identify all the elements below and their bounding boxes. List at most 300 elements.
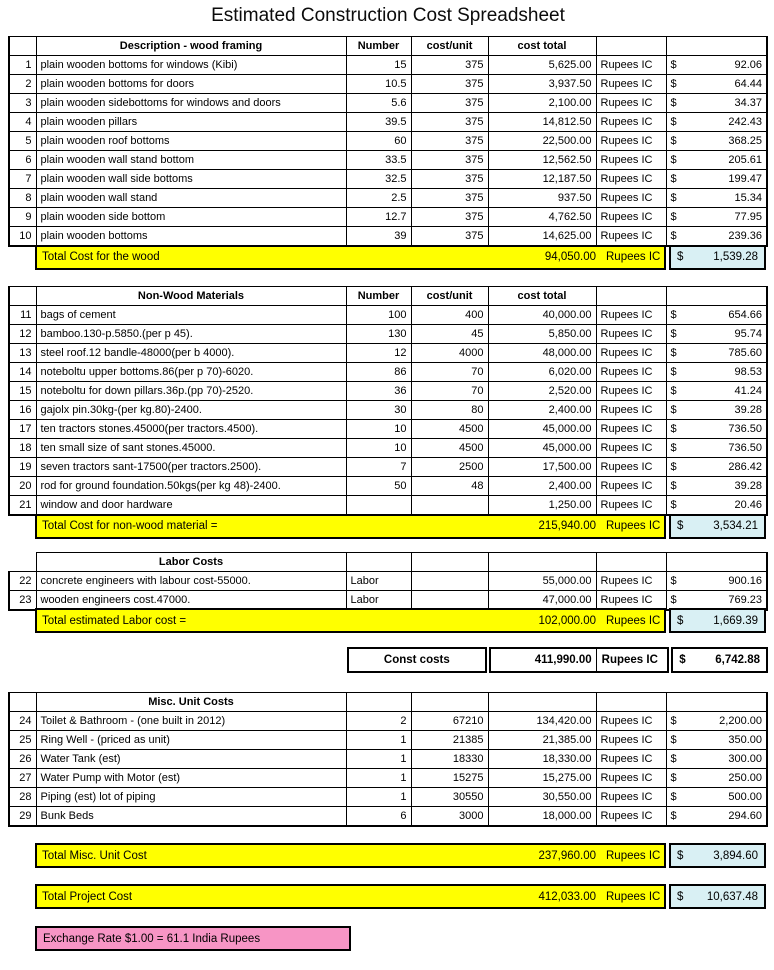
dollar-sign: $ xyxy=(670,327,677,340)
labor-costs-section xyxy=(8,552,768,634)
cost-total-cell: 40,000.00 xyxy=(488,305,596,324)
usd-cell-content xyxy=(671,151,763,169)
description-cell: gajolx pin.30kg-(per kg.80)-2400. xyxy=(36,400,346,419)
cost-total-cell: 3,937.50 xyxy=(488,75,596,94)
table-row xyxy=(9,495,767,515)
cost-unit-cell: 4500 xyxy=(411,438,488,457)
description-cell: ten small size of sant stones.45000. xyxy=(36,438,346,457)
row-number-cell: 21 xyxy=(9,495,36,515)
dollar-sign: $ xyxy=(670,192,677,204)
total-highlight xyxy=(35,608,666,633)
usd-value: 34.37 xyxy=(734,97,762,109)
dollar-sign: $ xyxy=(670,593,677,606)
const-costs-label: Const costs xyxy=(347,647,487,673)
row-number-cell: 22 xyxy=(9,571,36,590)
dollar-sign: $ xyxy=(670,734,677,747)
table-row xyxy=(9,590,767,610)
number-cell: 86 xyxy=(346,362,411,381)
cost-unit-header-cell: cost/unit xyxy=(411,286,488,305)
total-usd-value: 3,534.21 xyxy=(713,520,758,533)
usd-cell xyxy=(666,731,767,750)
cost-unit-cell: 30550 xyxy=(411,788,488,807)
description-cell: steel roof.12 bandle-48000(per b 4000). xyxy=(36,343,346,362)
dollar-sign: $ xyxy=(670,810,677,823)
usd-cell-content xyxy=(671,401,763,419)
cost-unit-cell xyxy=(411,495,488,515)
cost-unit-header-cell: cost/unit xyxy=(411,37,488,56)
usd-cell-content xyxy=(671,189,763,207)
table-row xyxy=(9,769,767,788)
cost-total-cell: 18,330.00 xyxy=(488,750,596,769)
cost-unit-cell: 375 xyxy=(411,132,488,151)
row-number-cell: 27 xyxy=(9,769,36,788)
usd-cell xyxy=(666,75,767,94)
table-row xyxy=(9,305,767,324)
usd-value: 900.16 xyxy=(728,574,762,587)
number-cell: 33.5 xyxy=(346,151,411,170)
table-row xyxy=(9,113,767,132)
cost-total-cell: 55,000.00 xyxy=(488,571,596,590)
usd-cell xyxy=(666,457,767,476)
currency-cell: Rupees IC xyxy=(596,807,666,827)
table-row xyxy=(9,457,767,476)
currency-cell: Rupees IC xyxy=(596,438,666,457)
cost-unit-cell: 70 xyxy=(411,381,488,400)
table-row xyxy=(9,731,767,750)
row-number-header-cell xyxy=(9,37,36,56)
cost-total-cell: 48,000.00 xyxy=(488,343,596,362)
currency-cell: Rupees IC xyxy=(596,731,666,750)
total-amount: 94,050.00 xyxy=(544,251,596,264)
cost-unit-cell: 375 xyxy=(411,208,488,227)
total-misc-currency: Rupees IC xyxy=(606,849,661,862)
currency-cell: Rupees IC xyxy=(596,571,666,590)
number-cell: 39.5 xyxy=(346,113,411,132)
currency-cell: Rupees IC xyxy=(596,769,666,788)
usd-cell-content xyxy=(671,170,763,188)
const-costs-usd-value: 6,742.88 xyxy=(715,654,760,667)
usd-cell-content xyxy=(671,712,763,730)
cost-unit-cell: 375 xyxy=(411,113,488,132)
number-cell: 10 xyxy=(346,419,411,438)
cost-unit-cell: 15275 xyxy=(411,769,488,788)
cost-unit-cell: 80 xyxy=(411,400,488,419)
number-cell: 30 xyxy=(346,400,411,419)
const-costs-amount: 411,990.00 xyxy=(491,649,597,671)
number-cell: 39 xyxy=(346,227,411,247)
number-cell: 1 xyxy=(346,769,411,788)
description-cell: plain wooden pillars xyxy=(36,113,346,132)
usd-cell-content xyxy=(671,439,763,457)
currency-cell: Rupees IC xyxy=(596,476,666,495)
description-cell: noteboltu for down pillars.36p.(pp 70)-2520. xyxy=(36,381,346,400)
number-cell: 100 xyxy=(346,305,411,324)
row-number-cell: 16 xyxy=(9,400,36,419)
total-label: Total Cost for the wood xyxy=(42,251,160,264)
currency-cell: Rupees IC xyxy=(596,590,666,610)
number-cell: 10 xyxy=(346,438,411,457)
const-costs-values xyxy=(489,647,670,673)
usd-cell xyxy=(666,769,767,788)
wood-framing-total-row xyxy=(35,245,768,270)
non-wood-materials-total-row xyxy=(35,514,768,539)
usd-value: 294.60 xyxy=(728,810,762,823)
currency-cell: Rupees IC xyxy=(596,712,666,731)
total-misc-label: Total Misc. Unit Cost xyxy=(42,849,147,862)
dollar-sign: $ xyxy=(670,230,677,242)
cost-total-cell: 134,420.00 xyxy=(488,712,596,731)
table-row xyxy=(9,208,767,227)
cost-unit-cell xyxy=(411,571,488,590)
row-number-cell: 6 xyxy=(9,151,36,170)
cost-unit-cell: 18330 xyxy=(411,750,488,769)
row-number-header-cell xyxy=(9,693,36,712)
row-number-cell: 11 xyxy=(9,305,36,324)
exchange-rate-note: Exchange Rate $1.00 = 61.1 India Rupees xyxy=(35,926,351,951)
description-cell: bags of cement xyxy=(36,305,346,324)
const-costs-currency: Rupees IC xyxy=(601,654,658,667)
total-usd-cell xyxy=(669,514,766,539)
page-title: Estimated Construction Cost Spreadsheet xyxy=(211,5,565,26)
currency-cell: Rupees IC xyxy=(596,113,666,132)
usd-value: 500.00 xyxy=(728,791,762,804)
total-misc-highlight xyxy=(35,843,666,868)
dollar-sign: $ xyxy=(670,346,677,359)
cost-total-header-cell: cost total xyxy=(488,286,596,305)
total-project-amount: 412,033.00 xyxy=(538,890,596,903)
cost-total-cell: 21,385.00 xyxy=(488,731,596,750)
header-row xyxy=(9,286,767,305)
cost-total-cell: 2,400.00 xyxy=(488,476,596,495)
total-usd-value: 1,669.39 xyxy=(713,614,758,627)
row-number-cell: 18 xyxy=(9,438,36,457)
number-cell: 15 xyxy=(346,56,411,75)
cost-unit-cell: 45 xyxy=(411,324,488,343)
cost-total-cell: 1,250.00 xyxy=(488,495,596,515)
total-misc-usd-cell xyxy=(669,843,766,868)
total-usd-cell xyxy=(669,245,766,270)
usd-cell-content xyxy=(671,56,763,74)
usd-value: 98.53 xyxy=(734,365,762,378)
row-number-cell: 1 xyxy=(9,56,36,75)
description-cell: ten tractors stones.45000(per tractors.4500). xyxy=(36,419,346,438)
total-currency: Rupees IC xyxy=(606,251,661,264)
currency-cell: Rupees IC xyxy=(596,495,666,515)
usd-cell xyxy=(666,590,767,610)
number-header-cell xyxy=(346,693,411,712)
row-number-cell: 26 xyxy=(9,750,36,769)
currency-header-cell xyxy=(596,37,666,56)
description-cell: concrete engineers with labour cost-55000. xyxy=(36,571,346,590)
total-project-currency: Rupees IC xyxy=(606,890,661,903)
table-row xyxy=(9,750,767,769)
dollar-sign: $ xyxy=(670,403,677,416)
usd-header-cell xyxy=(666,693,767,712)
dollar-sign: $ xyxy=(670,384,677,397)
row-number-header-cell xyxy=(9,552,36,571)
number-cell: 2.5 xyxy=(346,189,411,208)
usd-value: 654.66 xyxy=(728,308,762,321)
usd-cell xyxy=(666,189,767,208)
row-number-cell: 3 xyxy=(9,94,36,113)
cost-total-cell: 937.50 xyxy=(488,189,596,208)
usd-value: 92.06 xyxy=(734,59,762,71)
number-cell: 6 xyxy=(346,807,411,827)
currency-cell: Rupees IC xyxy=(596,381,666,400)
section-title-cell: Misc. Unit Costs xyxy=(36,693,346,712)
cost-total-cell: 14,812.50 xyxy=(488,113,596,132)
currency-cell: Rupees IC xyxy=(596,324,666,343)
usd-cell-content xyxy=(671,477,763,495)
row-number-cell: 29 xyxy=(9,807,36,827)
number-cell: 36 xyxy=(346,381,411,400)
usd-cell xyxy=(666,343,767,362)
usd-cell xyxy=(666,788,767,807)
usd-cell xyxy=(666,324,767,343)
row-number-cell: 15 xyxy=(9,381,36,400)
usd-cell xyxy=(666,495,767,515)
usd-value: 41.24 xyxy=(734,384,762,397)
dollar-sign: $ xyxy=(670,365,677,378)
currency-cell: Rupees IC xyxy=(596,208,666,227)
currency-cell: Rupees IC xyxy=(596,400,666,419)
section-title-cell: Non-Wood Materials xyxy=(36,286,346,305)
dollar-sign: $ xyxy=(670,78,677,90)
number-cell: 130 xyxy=(346,324,411,343)
non-wood-materials-section xyxy=(8,286,768,539)
cost-unit-cell: 21385 xyxy=(411,731,488,750)
description-cell: plain wooden side bottom xyxy=(36,208,346,227)
number-cell: 7 xyxy=(346,457,411,476)
cost-unit-cell: 375 xyxy=(411,56,488,75)
usd-value: 39.28 xyxy=(734,479,762,492)
cost-unit-cell: 400 xyxy=(411,305,488,324)
usd-value: 15.34 xyxy=(734,192,762,204)
table-row xyxy=(9,170,767,189)
usd-cell xyxy=(666,151,767,170)
number-cell: 60 xyxy=(346,132,411,151)
usd-cell-content xyxy=(671,306,763,324)
usd-value: 368.25 xyxy=(728,135,762,147)
description-cell: Ring Well - (priced as unit) xyxy=(36,731,346,750)
header-row xyxy=(9,693,767,712)
const-costs-row xyxy=(347,647,768,673)
description-cell: noteboltu upper bottoms.86(per p 70)-6020. xyxy=(36,362,346,381)
currency-cell: Rupees IC xyxy=(596,457,666,476)
table-row xyxy=(9,807,767,827)
cost-total-cell: 2,520.00 xyxy=(488,381,596,400)
usd-cell-content xyxy=(671,382,763,400)
usd-cell-content xyxy=(671,458,763,476)
usd-value: 2,200.00 xyxy=(719,715,762,728)
usd-value: 39.28 xyxy=(734,403,762,416)
number-cell: 50 xyxy=(346,476,411,495)
dollar-sign: $ xyxy=(670,59,677,71)
usd-value: 95.74 xyxy=(734,327,762,340)
currency-cell: Rupees IC xyxy=(596,750,666,769)
dollar-sign: $ xyxy=(677,890,684,903)
cost-unit-header-cell xyxy=(411,552,488,571)
usd-value: 736.50 xyxy=(728,441,762,454)
table-row xyxy=(9,712,767,731)
row-number-header-cell xyxy=(9,286,36,305)
dollar-sign: $ xyxy=(670,173,677,185)
dollar-sign: $ xyxy=(670,772,677,785)
row-number-cell: 9 xyxy=(9,208,36,227)
cost-total-cell: 2,100.00 xyxy=(488,94,596,113)
cost-total-header-cell xyxy=(488,552,596,571)
number-cell: Labor xyxy=(346,590,411,610)
description-cell: plain wooden bottoms for doors xyxy=(36,75,346,94)
cost-total-cell: 12,562.50 xyxy=(488,151,596,170)
row-number-cell: 14 xyxy=(9,362,36,381)
dollar-sign: $ xyxy=(670,154,677,166)
usd-cell xyxy=(666,419,767,438)
cost-total-cell: 5,625.00 xyxy=(488,56,596,75)
usd-cell xyxy=(666,132,767,151)
usd-value: 64.44 xyxy=(734,78,762,90)
dollar-sign: $ xyxy=(677,614,684,627)
usd-value: 239.36 xyxy=(728,230,762,242)
currency-cell: Rupees IC xyxy=(596,151,666,170)
usd-cell-content xyxy=(671,496,763,514)
currency-header-cell xyxy=(596,693,666,712)
usd-cell xyxy=(666,362,767,381)
dollar-sign: $ xyxy=(670,135,677,147)
description-cell: seven tractors sant-17500(per tractors.2500). xyxy=(36,457,346,476)
cost-unit-cell: 3000 xyxy=(411,807,488,827)
total-highlight xyxy=(35,245,666,270)
total-project-label: Total Project Cost xyxy=(42,890,133,903)
wood-framing-table xyxy=(8,36,768,247)
usd-header-cell xyxy=(666,37,767,56)
cost-unit-cell: 375 xyxy=(411,227,488,247)
currency-cell: Rupees IC xyxy=(596,132,666,151)
cost-total-cell: 4,762.50 xyxy=(488,208,596,227)
usd-value: 300.00 xyxy=(728,753,762,766)
cost-total-cell: 30,550.00 xyxy=(488,788,596,807)
table-row xyxy=(9,438,767,457)
usd-header-cell xyxy=(666,552,767,571)
usd-cell xyxy=(666,113,767,132)
table-row xyxy=(9,788,767,807)
number-cell: 10.5 xyxy=(346,75,411,94)
usd-cell xyxy=(666,750,767,769)
number-cell: 1 xyxy=(346,750,411,769)
cost-total-cell: 12,187.50 xyxy=(488,170,596,189)
number-cell: 2 xyxy=(346,712,411,731)
usd-cell-content xyxy=(671,132,763,150)
usd-cell-content xyxy=(671,208,763,226)
total-currency: Rupees IC xyxy=(606,520,661,533)
number-cell: 12 xyxy=(346,343,411,362)
cost-unit-cell: 48 xyxy=(411,476,488,495)
const-costs-usd-cell xyxy=(671,647,768,673)
number-cell: 5.6 xyxy=(346,94,411,113)
number-header-cell: Number xyxy=(346,286,411,305)
number-cell: Labor xyxy=(346,571,411,590)
number-header-cell: Number xyxy=(346,37,411,56)
row-number-cell: 23 xyxy=(9,590,36,610)
table-row xyxy=(9,56,767,75)
section-title-cell: Description - wood framing xyxy=(36,37,346,56)
cost-unit-cell: 375 xyxy=(411,170,488,189)
description-cell: bamboo.130-p.5850.(per p 45). xyxy=(36,324,346,343)
usd-cell xyxy=(666,400,767,419)
cost-total-cell: 45,000.00 xyxy=(488,419,596,438)
dollar-sign: $ xyxy=(670,791,677,804)
total-project-usd-value: 10,637.48 xyxy=(706,890,758,903)
table-row xyxy=(9,189,767,208)
row-number-cell: 8 xyxy=(9,189,36,208)
dollar-sign: $ xyxy=(670,479,677,492)
usd-cell xyxy=(666,476,767,495)
usd-cell-content xyxy=(671,227,763,245)
description-cell: Water Tank (est) xyxy=(36,750,346,769)
cost-total-cell: 45,000.00 xyxy=(488,438,596,457)
row-number-cell: 28 xyxy=(9,788,36,807)
usd-cell xyxy=(666,305,767,324)
table-row xyxy=(9,227,767,247)
table-row xyxy=(9,132,767,151)
usd-cell-content xyxy=(671,731,763,749)
total-project-usd-cell xyxy=(669,884,766,909)
usd-cell-content xyxy=(671,363,763,381)
description-cell: plain wooden wall stand bottom xyxy=(36,151,346,170)
number-cell: 1 xyxy=(346,788,411,807)
dollar-sign: $ xyxy=(670,460,677,473)
usd-cell xyxy=(666,227,767,247)
usd-value: 250.00 xyxy=(728,772,762,785)
currency-cell: Rupees IC xyxy=(596,94,666,113)
total-highlight xyxy=(35,514,666,539)
cost-total-header-cell: cost total xyxy=(488,37,596,56)
usd-value: 20.46 xyxy=(734,498,762,511)
usd-cell xyxy=(666,94,767,113)
cost-unit-cell: 67210 xyxy=(411,712,488,731)
usd-value: 785.60 xyxy=(728,346,762,359)
usd-value: 736.50 xyxy=(728,422,762,435)
usd-cell xyxy=(666,571,767,590)
cost-total-cell: 22,500.00 xyxy=(488,132,596,151)
table-row xyxy=(9,571,767,590)
currency-cell: Rupees IC xyxy=(596,75,666,94)
description-cell: Toilet & Bathroom - (one built in 2012) xyxy=(36,712,346,731)
total-misc-unit-cost-row xyxy=(35,843,768,868)
currency-header-cell xyxy=(596,552,666,571)
dollar-sign: $ xyxy=(670,308,677,321)
number-cell: 32.5 xyxy=(346,170,411,189)
cost-unit-cell: 375 xyxy=(411,189,488,208)
usd-header-cell xyxy=(666,286,767,305)
header-row xyxy=(9,552,767,571)
description-cell: plain wooden sidebottoms for windows and doors xyxy=(36,94,346,113)
cost-total-cell: 17,500.00 xyxy=(488,457,596,476)
usd-cell-content xyxy=(671,420,763,438)
usd-cell xyxy=(666,208,767,227)
usd-cell xyxy=(666,170,767,189)
description-cell: Bunk Beds xyxy=(36,807,346,827)
table-row xyxy=(9,94,767,113)
table-row xyxy=(9,400,767,419)
misc-unit-costs-table xyxy=(8,692,768,827)
cost-total-cell: 47,000.00 xyxy=(488,590,596,610)
total-project-cost-row xyxy=(35,884,768,909)
currency-cell: Rupees IC xyxy=(596,343,666,362)
currency-cell: Rupees IC xyxy=(596,189,666,208)
row-number-cell: 10 xyxy=(9,227,36,247)
description-cell: plain wooden roof bottoms xyxy=(36,132,346,151)
